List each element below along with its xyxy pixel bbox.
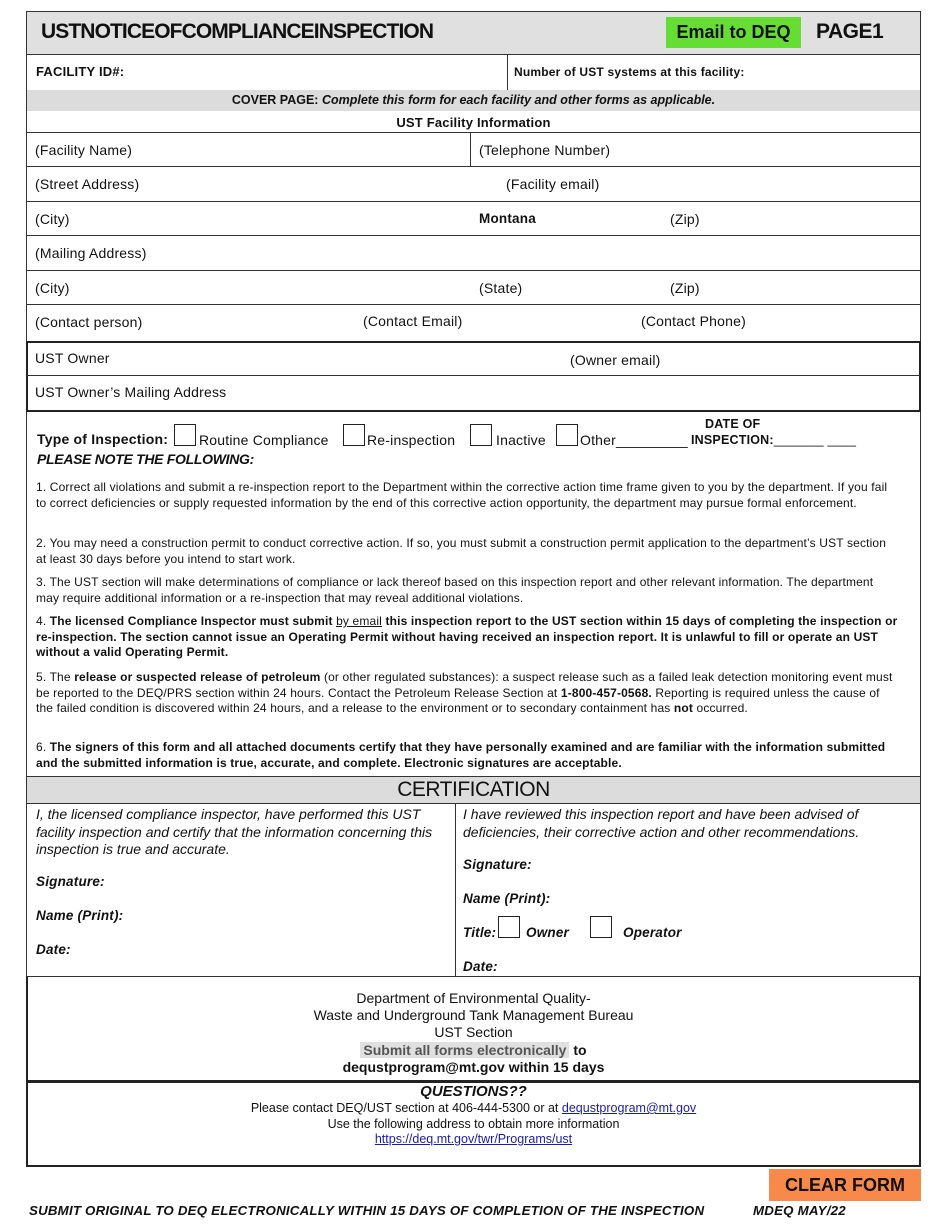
zip-field[interactable]: (Zip) xyxy=(670,211,700,227)
owner-mailing-field[interactable]: UST Owner’s Mailing Address xyxy=(35,384,227,400)
inspector-certification-text: I, the licensed compliance inspector, have performed this UST facility inspection and certify that the information concerning this inspection is true and accurate. xyxy=(36,806,433,857)
operator-title-checkbox[interactable] xyxy=(590,916,612,938)
please-note-heading: PLEASE NOTE THE FOLLOWING: xyxy=(37,451,254,467)
inactive-checkbox[interactable] xyxy=(470,424,492,446)
owner-signature-label[interactable]: Signature: xyxy=(463,857,532,872)
inspection-type-label: Type of Inspection: xyxy=(37,431,169,447)
owner-date-label[interactable]: Date: xyxy=(463,959,498,974)
facility-id-label: FACILITY ID#: xyxy=(36,64,125,79)
note-5: 5. The release or suspected release of petroleum (or other regulated substances): a suspect release such as a failed leak detection monitoring event must be reported to the DEQ/PRS section within 24 hours. Contact the Petroleum Release Section at 1-800-457-0568. Reporting is required unless the cause of the failed condition is discovered within 24 hours, and a release to the environment or to secondary containment has not occurred. xyxy=(36,670,893,715)
clear-form-button[interactable]: CLEAR FORM xyxy=(769,1169,921,1201)
facility-email-field[interactable]: (Facility email) xyxy=(506,176,600,192)
inspector-date-label[interactable]: Date: xyxy=(36,942,71,957)
routine-compliance-label: Routine Compliance xyxy=(199,432,329,448)
inactive-label: Inactive xyxy=(496,432,546,448)
submit-original-notice: SUBMIT ORIGINAL TO DEQ ELECTRONICALLY WITHIN 15 DAYS OF COMPLETION OF THE INSPECTION xyxy=(29,1203,705,1218)
section-name: UST Section xyxy=(434,1024,513,1041)
agency-name: Department of Environmental Quality- xyxy=(356,990,591,1006)
agency-block: Department of Environmental Quality- Waste and Underground Tank Management Bureau UST Section Submit all forms electronically to dequstprogram@mt.gov within 15 days xyxy=(27,990,920,1076)
telephone-field[interactable]: (Telephone Number) xyxy=(479,142,611,158)
reinspection-checkbox[interactable] xyxy=(343,424,365,446)
street-address-field[interactable]: (Street Address) xyxy=(35,176,140,192)
facility-name-field[interactable]: (Facility Name) xyxy=(35,142,133,158)
inspector-name-label[interactable]: Name (Print): xyxy=(36,908,124,923)
note-6: 6. The signers of this form and all attached documents certify that they have personally examined and are familiar with the information submitted and the submitted information is true, accurate, and complete. Electronic signatures are acceptable. xyxy=(36,740,886,770)
mailing-state-field[interactable]: (State) xyxy=(479,280,523,296)
note-3: 3. The UST section will make determinations of compliance or lack thereof based on this inspection report and other relevant information. The department may require additional information or a re-inspection that may reveal additional violations. xyxy=(36,575,874,605)
submit-email-line: dequstprogram@mt.gov within 15 days xyxy=(342,1058,605,1075)
owner-email-field[interactable]: (Owner email) xyxy=(570,352,661,368)
routine-compliance-checkbox[interactable] xyxy=(174,424,196,446)
owner-box xyxy=(26,341,921,412)
cover-text: COVER PAGE: Complete this form for each facility and other forms as applicable. xyxy=(231,93,716,107)
owner-title-label: Owner xyxy=(526,925,570,940)
num-systems-input[interactable] xyxy=(738,58,916,86)
city-field[interactable]: (City) xyxy=(35,211,70,227)
contact-email-field[interactable]: (Contact Email) xyxy=(363,313,463,329)
page-label: PAGE1 xyxy=(816,20,884,43)
contact-person-field[interactable]: (Contact person) xyxy=(35,314,143,330)
submit-electronically-highlight: Submit all forms electronically xyxy=(360,1042,569,1058)
date-of-inspection-input[interactable]: _______ ____ xyxy=(773,433,857,447)
section-title-facility-info: UST Facility Information xyxy=(396,115,551,130)
mailing-zip-field[interactable]: (Zip) xyxy=(670,280,700,296)
owner-field[interactable]: UST Owner xyxy=(35,350,110,366)
other-checkbox[interactable] xyxy=(556,424,578,446)
questions-title: QUESTIONS?? xyxy=(420,1083,527,1100)
form-title: USTNOTICEOFCOMPLIANCEINSPECTION xyxy=(41,20,434,43)
facility-id-input[interactable] xyxy=(130,58,500,86)
note-2: 2. You may need a construction permit to conduct corrective action. If so, you must submit a construction permit application to the department’s UST section at least 30 days before you intend to start work. xyxy=(36,536,887,566)
owner-certification-text: I have reviewed this inspection report and have been advised of deficiencies, their corrective action and other recommendations. xyxy=(463,806,860,840)
certification-title: CERTIFICATION xyxy=(397,778,550,801)
num-systems-label: Number of UST systems at this facility: xyxy=(514,65,745,79)
mailing-city-field[interactable]: (City) xyxy=(35,280,70,296)
owner-title-checkbox[interactable] xyxy=(498,916,520,938)
reinspection-label: Re-inspection xyxy=(367,432,456,448)
mailing-address-field[interactable]: (Mailing Address) xyxy=(35,245,147,261)
questions-block: QUESTIONS?? Please contact DEQ/UST section at 406-444-5300 or at dequstprogram@mt.gov Use the following address to obtain more information https://deq.mt.gov/twr/Programs/ust xyxy=(27,1083,920,1148)
inspector-signature-label[interactable]: Signature: xyxy=(36,874,105,889)
date-of-inspection-label: DATE OF INSPECTION:_______ ____ xyxy=(691,417,857,447)
other-label: Other_________ xyxy=(580,432,688,448)
note-4: 4. The licensed Compliance Inspector must submit by email this inspection report to the UST section within 15 days of completing the inspection or re-inspection. The section cannot issue an Operating Permit without having received an inspection report. It is unlawful to fill or operate an UST without a valid Operating Permit. xyxy=(36,614,898,659)
deq-website-link[interactable]: https://deq.mt.gov/twr/Programs/ust xyxy=(374,1132,573,1146)
title-label: Title: xyxy=(463,925,497,940)
state-value: Montana xyxy=(479,211,536,226)
owner-name-label[interactable]: Name (Print): xyxy=(463,891,551,906)
deq-email-link[interactable]: dequstprogram@mt.gov xyxy=(561,1101,697,1115)
bureau-name: Waste and Underground Tank Management Bureau xyxy=(313,1007,634,1024)
operator-title-label: Operator xyxy=(623,925,682,940)
note-1: 1. Correct all violations and submit a re-inspection report to the Department within the corrective action time frame given to you by the department. If you fail to correct deficiencies or supply requested information by the end of this corrective action opportunity, the department may pursue formal enforcement. xyxy=(36,480,888,510)
email-to-deq-button[interactable]: Email to DEQ xyxy=(666,17,801,48)
contact-phone-field[interactable]: (Contact Phone) xyxy=(641,313,746,329)
form-code: MDEQ MAY/22 xyxy=(753,1203,846,1218)
